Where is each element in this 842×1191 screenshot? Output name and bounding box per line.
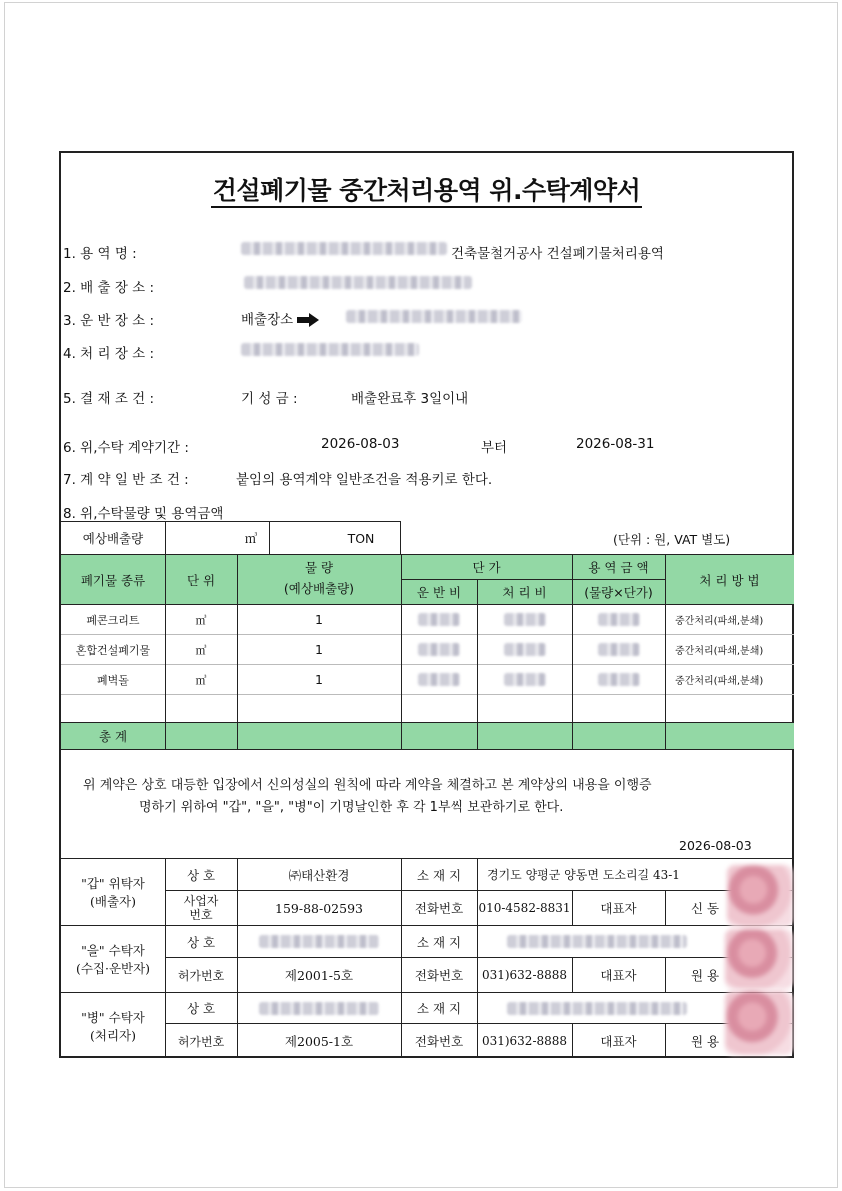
- party-a-biz-label: 사업자 번호: [183, 894, 219, 922]
- party-a-role-sub: (배출자): [90, 894, 136, 909]
- party-b-permit-label: 허가번호: [177, 968, 225, 983]
- document-title: 건설폐기물 중간처리용역 위.수탁계약서: [61, 171, 792, 207]
- item-7-label: 7. 계 약 일 반 조 건 :: [63, 472, 189, 488]
- unit-note: (단위 : 원, VAT 별도): [613, 532, 731, 547]
- party-a-addr-label: 소 재 지: [416, 867, 462, 883]
- item-1-redacted: [241, 240, 447, 256]
- item-1-label: 1. 용 역 명 :: [63, 246, 137, 262]
- party-c-name-redacted: [237, 993, 401, 1023]
- arrow-right-icon: [297, 313, 319, 327]
- party-b-role-title: "을" 수탁자: [81, 943, 145, 958]
- item-1-value: 건축물철거공사 건설폐기물처리용역: [451, 246, 664, 262]
- row-1-qty: 1: [315, 612, 323, 627]
- header-amount-sub: (물량×단가): [584, 585, 653, 600]
- volume-unit: ㎥: [244, 531, 258, 546]
- party-c-rep: 원 용: [690, 1034, 720, 1049]
- row-1-transport: [401, 605, 477, 634]
- row-2-amount: [572, 635, 665, 664]
- row-1-unit: ㎥: [195, 613, 207, 627]
- item-4-redacted: [241, 341, 419, 357]
- contract-start-date: 2026-08-03: [321, 436, 400, 452]
- party-c-addr-label: 소 재 지: [416, 1001, 462, 1016]
- party-c-address-redacted: [477, 993, 717, 1023]
- table-total-bg: [61, 722, 794, 749]
- party-c-tel-label: 전화번호: [414, 1034, 464, 1049]
- item-5-mid: 기 성 금 :: [241, 391, 298, 407]
- party-a-address: 경기도 양평군 양동면 도소리길 43-1: [487, 868, 680, 882]
- row-3-unit: ㎥: [195, 673, 207, 687]
- party-c-permit: 제2005-1호: [284, 1034, 354, 1049]
- header-waste-type: 폐기물 종류: [80, 572, 146, 588]
- item-2-label: 2. 배 출 장 소 :: [63, 280, 155, 296]
- row-3-qty: 1: [315, 672, 323, 687]
- row-2-method: 중간처리(파쇄,분쇄): [675, 646, 764, 657]
- statement-line-1: 위 계약은 상호 대등한 입장에서 신의성실의 원칙에 따라 계약을 체결하고 본 계약상의 내용을 이행증: [83, 778, 652, 793]
- header-unit: 단 위: [186, 572, 216, 588]
- party-a-tel-label: 전화번호: [414, 901, 464, 916]
- item-5-value: 배출완료후 3일이내: [351, 391, 469, 407]
- party-b-role-sub: (수집·운반자): [75, 961, 151, 976]
- party-a-rep-label: 대표자: [600, 901, 637, 916]
- party-a-rep: 신 동: [690, 901, 720, 916]
- party-c-role-sub: (처리자): [90, 1027, 136, 1043]
- party-c-rep-label: 대표자: [600, 1034, 637, 1049]
- party-b-rep: 원 용: [690, 968, 720, 983]
- party-c-role-title: "병" 수탁자: [81, 1009, 145, 1025]
- row-3-method: 중간처리(파쇄,분쇄): [675, 676, 764, 687]
- contract-document: [59, 151, 794, 1058]
- header-process: 처 리 비: [502, 585, 547, 600]
- seal-stamp-c: [725, 991, 793, 1055]
- party-a-role: [61, 859, 165, 925]
- volume-ton: TON: [347, 530, 375, 546]
- party-a-name-label: 상 호: [186, 867, 216, 883]
- party-c-role: [61, 993, 165, 1058]
- row-2-unit: ㎥: [195, 643, 207, 657]
- item-3-text: 배출장소: [241, 312, 294, 328]
- party-a-tel: 010-4582-8831: [478, 901, 571, 915]
- item-2-redacted: [244, 274, 472, 290]
- statement-line-2: 명하기 위하여 "갑", "을", "병"이 기명날인한 후 각 1부씩 보관하기로 한다.: [139, 800, 564, 815]
- item-4-label: 4. 처 리 장 소 :: [63, 346, 155, 362]
- item-7-value: 붙임의 용역계약 일반조건을 적용키로 한다.: [236, 472, 493, 488]
- seal-stamp-a: [727, 865, 793, 927]
- party-c-tel: 031)632-8888: [481, 1034, 568, 1048]
- row-2-process: [477, 635, 572, 664]
- statement-date: 2026-08-03: [679, 838, 752, 853]
- row-1-process: [477, 605, 572, 634]
- party-b-tel: 031)632-8888: [481, 968, 568, 982]
- party-a-role-title: "갑" 위탁자: [81, 876, 145, 891]
- party-a-name: ㈜태산환경: [288, 867, 350, 883]
- party-c-permit-label: 허가번호: [177, 1034, 225, 1049]
- item-5-label: 5. 결 재 조 건 :: [63, 391, 155, 407]
- contract-end-date: 2026-08-31: [576, 436, 655, 452]
- party-b-addr-label: 소 재 지: [416, 934, 462, 950]
- total-label: 총 계: [98, 729, 128, 744]
- header-method: 처 리 방 법: [699, 572, 760, 588]
- row-3-type: 폐벽돌: [97, 673, 129, 687]
- party-b-tel-label: 전화번호: [414, 968, 464, 983]
- item-6-label: 6. 위,수탁 계약기간 :: [63, 440, 189, 456]
- row-3-process: [477, 665, 572, 694]
- header-transport: 운 반 비: [416, 585, 462, 600]
- row-1-type: 폐콘크리트: [86, 613, 140, 627]
- header-unit-price: 단 가: [472, 560, 501, 575]
- item-3-label: 3. 운 반 장 소 :: [63, 313, 155, 329]
- row-1-method: 중간처리(파쇄,분쇄): [675, 616, 764, 627]
- party-c-name-label: 상 호: [186, 1001, 216, 1016]
- party-b-role: [61, 926, 165, 992]
- item-3-value: [241, 308, 319, 328]
- item-8-label: 8. 위,수탁물량 및 용역금액: [63, 506, 224, 522]
- row-3-transport: [401, 665, 477, 694]
- party-b-name-label: 상 호: [186, 934, 216, 950]
- party-b-name-redacted: [237, 926, 401, 957]
- item-3-redacted: [346, 308, 522, 324]
- party-b-address-redacted: [477, 926, 717, 957]
- row-2-type: 혼합건설폐기물: [75, 643, 151, 657]
- party-b-permit: 제2001-5호: [284, 968, 354, 983]
- seal-stamp-b: [725, 929, 793, 989]
- row-2-qty: 1: [315, 642, 323, 657]
- header-amount: 용 역 금 액: [588, 560, 649, 575]
- party-a-biz-number: 159-88-02593: [275, 900, 363, 916]
- row-3-amount: [572, 665, 665, 694]
- row-1-amount: [572, 605, 665, 634]
- row-2-transport: [401, 635, 477, 664]
- header-qty: 물 량: [304, 560, 334, 575]
- contract-from: 부터: [481, 440, 508, 456]
- volume-label: 예상배출량: [82, 531, 144, 546]
- party-b-rep-label: 대표자: [600, 968, 637, 983]
- header-qty-sub: (예상배출량): [283, 581, 355, 596]
